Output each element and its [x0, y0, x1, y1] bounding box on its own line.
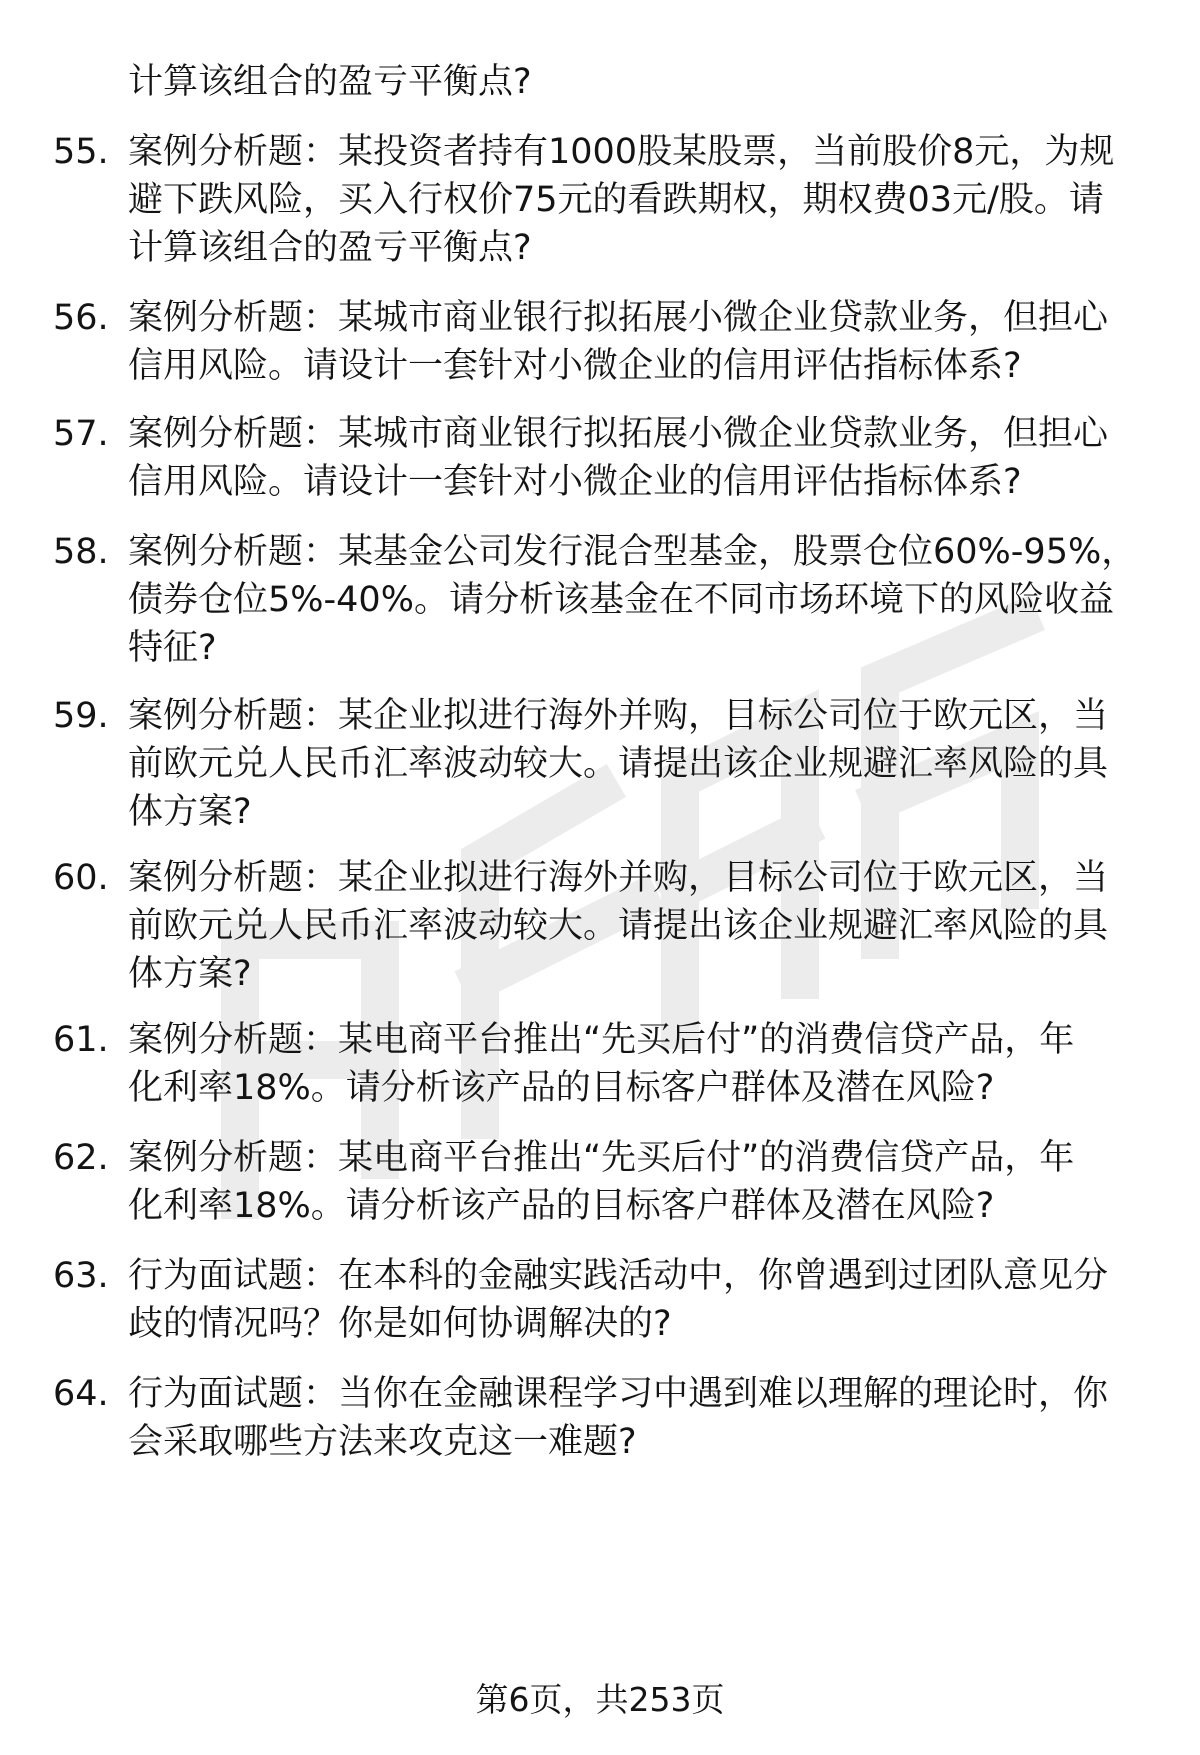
question-text-line: 前欧元兑人民币汇率波动较大。请提出该企业规避汇率风险的具 [128, 906, 1109, 946]
question-text-line: 案例分析题：某投资者持有1000股某股票，当前股价8元，为规 [128, 132, 1115, 172]
question-text [128, 1016, 1138, 1112]
question-number: 62. [53, 1138, 109, 1178]
question-text-line: 化利率18%。请分析该产品的目标客户群体及潜在风险? [128, 1068, 995, 1108]
question-text-line: 行为面试题：在本科的金融实践活动中，你曾遇到过团队意见分 [128, 1256, 1109, 1296]
question-text-line: 体方案? [128, 792, 252, 832]
question-text [128, 294, 1138, 390]
question-text [128, 528, 1138, 672]
question-text-line: 案例分析题：某城市商业银行拟拓展小微企业贷款业务，但担心 [128, 414, 1109, 454]
question-text-line: 体方案? [128, 954, 252, 994]
question-text-line: 案例分析题：某企业拟进行海外并购，目标公司位于欧元区，当 [128, 696, 1109, 736]
continuation-text: 计算该组合的盈亏平衡点? [128, 62, 532, 102]
question-number: 59. [53, 696, 109, 736]
question-number: 55. [53, 132, 109, 172]
question-number: 58. [53, 532, 109, 572]
question-text-line: 案例分析题：某基金公司发行混合型基金，股票仓位60%-95%， [128, 532, 1137, 572]
question-text-line: 特征? [128, 628, 217, 668]
question-text [128, 1134, 1138, 1230]
question-text-line: 会采取哪些方法来攻克这一难题? [128, 1422, 637, 1462]
question-text-line: 行为面试题：当你在金融课程学习中遇到难以理解的理论时，你 [128, 1374, 1109, 1414]
question-text-line: 债券仓位5%-40%。请分析该基金在不同市场环境下的风险收益 [128, 580, 1114, 620]
question-text-line: 歧的情况吗？你是如何协调解决的? [128, 1304, 672, 1344]
question-text-line: 化利率18%。请分析该产品的目标客户群体及潜在风险? [128, 1186, 995, 1226]
question-text-line: 案例分析题：某城市商业银行拟拓展小微企业贷款业务，但担心 [128, 298, 1109, 338]
question-number: 64. [53, 1374, 109, 1414]
question-text-line: 信用风险。请设计一套针对小微企业的信用评估指标体系? [128, 462, 1022, 502]
question-text-line: 信用风险。请设计一套针对小微企业的信用评估指标体系? [128, 346, 1022, 386]
question-text-line: 案例分析题：某电商平台推出“先买后付”的消费信贷产品，年 [128, 1020, 1075, 1060]
question-text [128, 1252, 1138, 1348]
question-number: 61. [53, 1020, 109, 1060]
question-text-line: 案例分析题：某电商平台推出“先买后付”的消费信贷产品，年 [128, 1138, 1075, 1178]
question-text-line: 案例分析题：某企业拟进行海外并购，目标公司位于欧元区，当 [128, 858, 1109, 898]
question-text [128, 1370, 1138, 1466]
question-text [128, 854, 1138, 998]
question-text [128, 128, 1138, 272]
question-number: 60. [53, 858, 109, 898]
question-text-line: 前欧元兑人民币汇率波动较大。请提出该企业规避汇率风险的具 [128, 744, 1109, 784]
question-text-line: 避下跌风险，买入行权价75元的看跌期权，期权费03元/股。请 [128, 180, 1104, 220]
question-number: 56. [53, 298, 109, 338]
question-text-line: 计算该组合的盈亏平衡点? [128, 228, 532, 268]
question-text [128, 692, 1138, 836]
page-footer: 第6页，共253页 [475, 1680, 725, 1719]
question-text [128, 410, 1138, 506]
question-number: 57. [53, 414, 109, 454]
question-number: 63. [53, 1256, 109, 1296]
